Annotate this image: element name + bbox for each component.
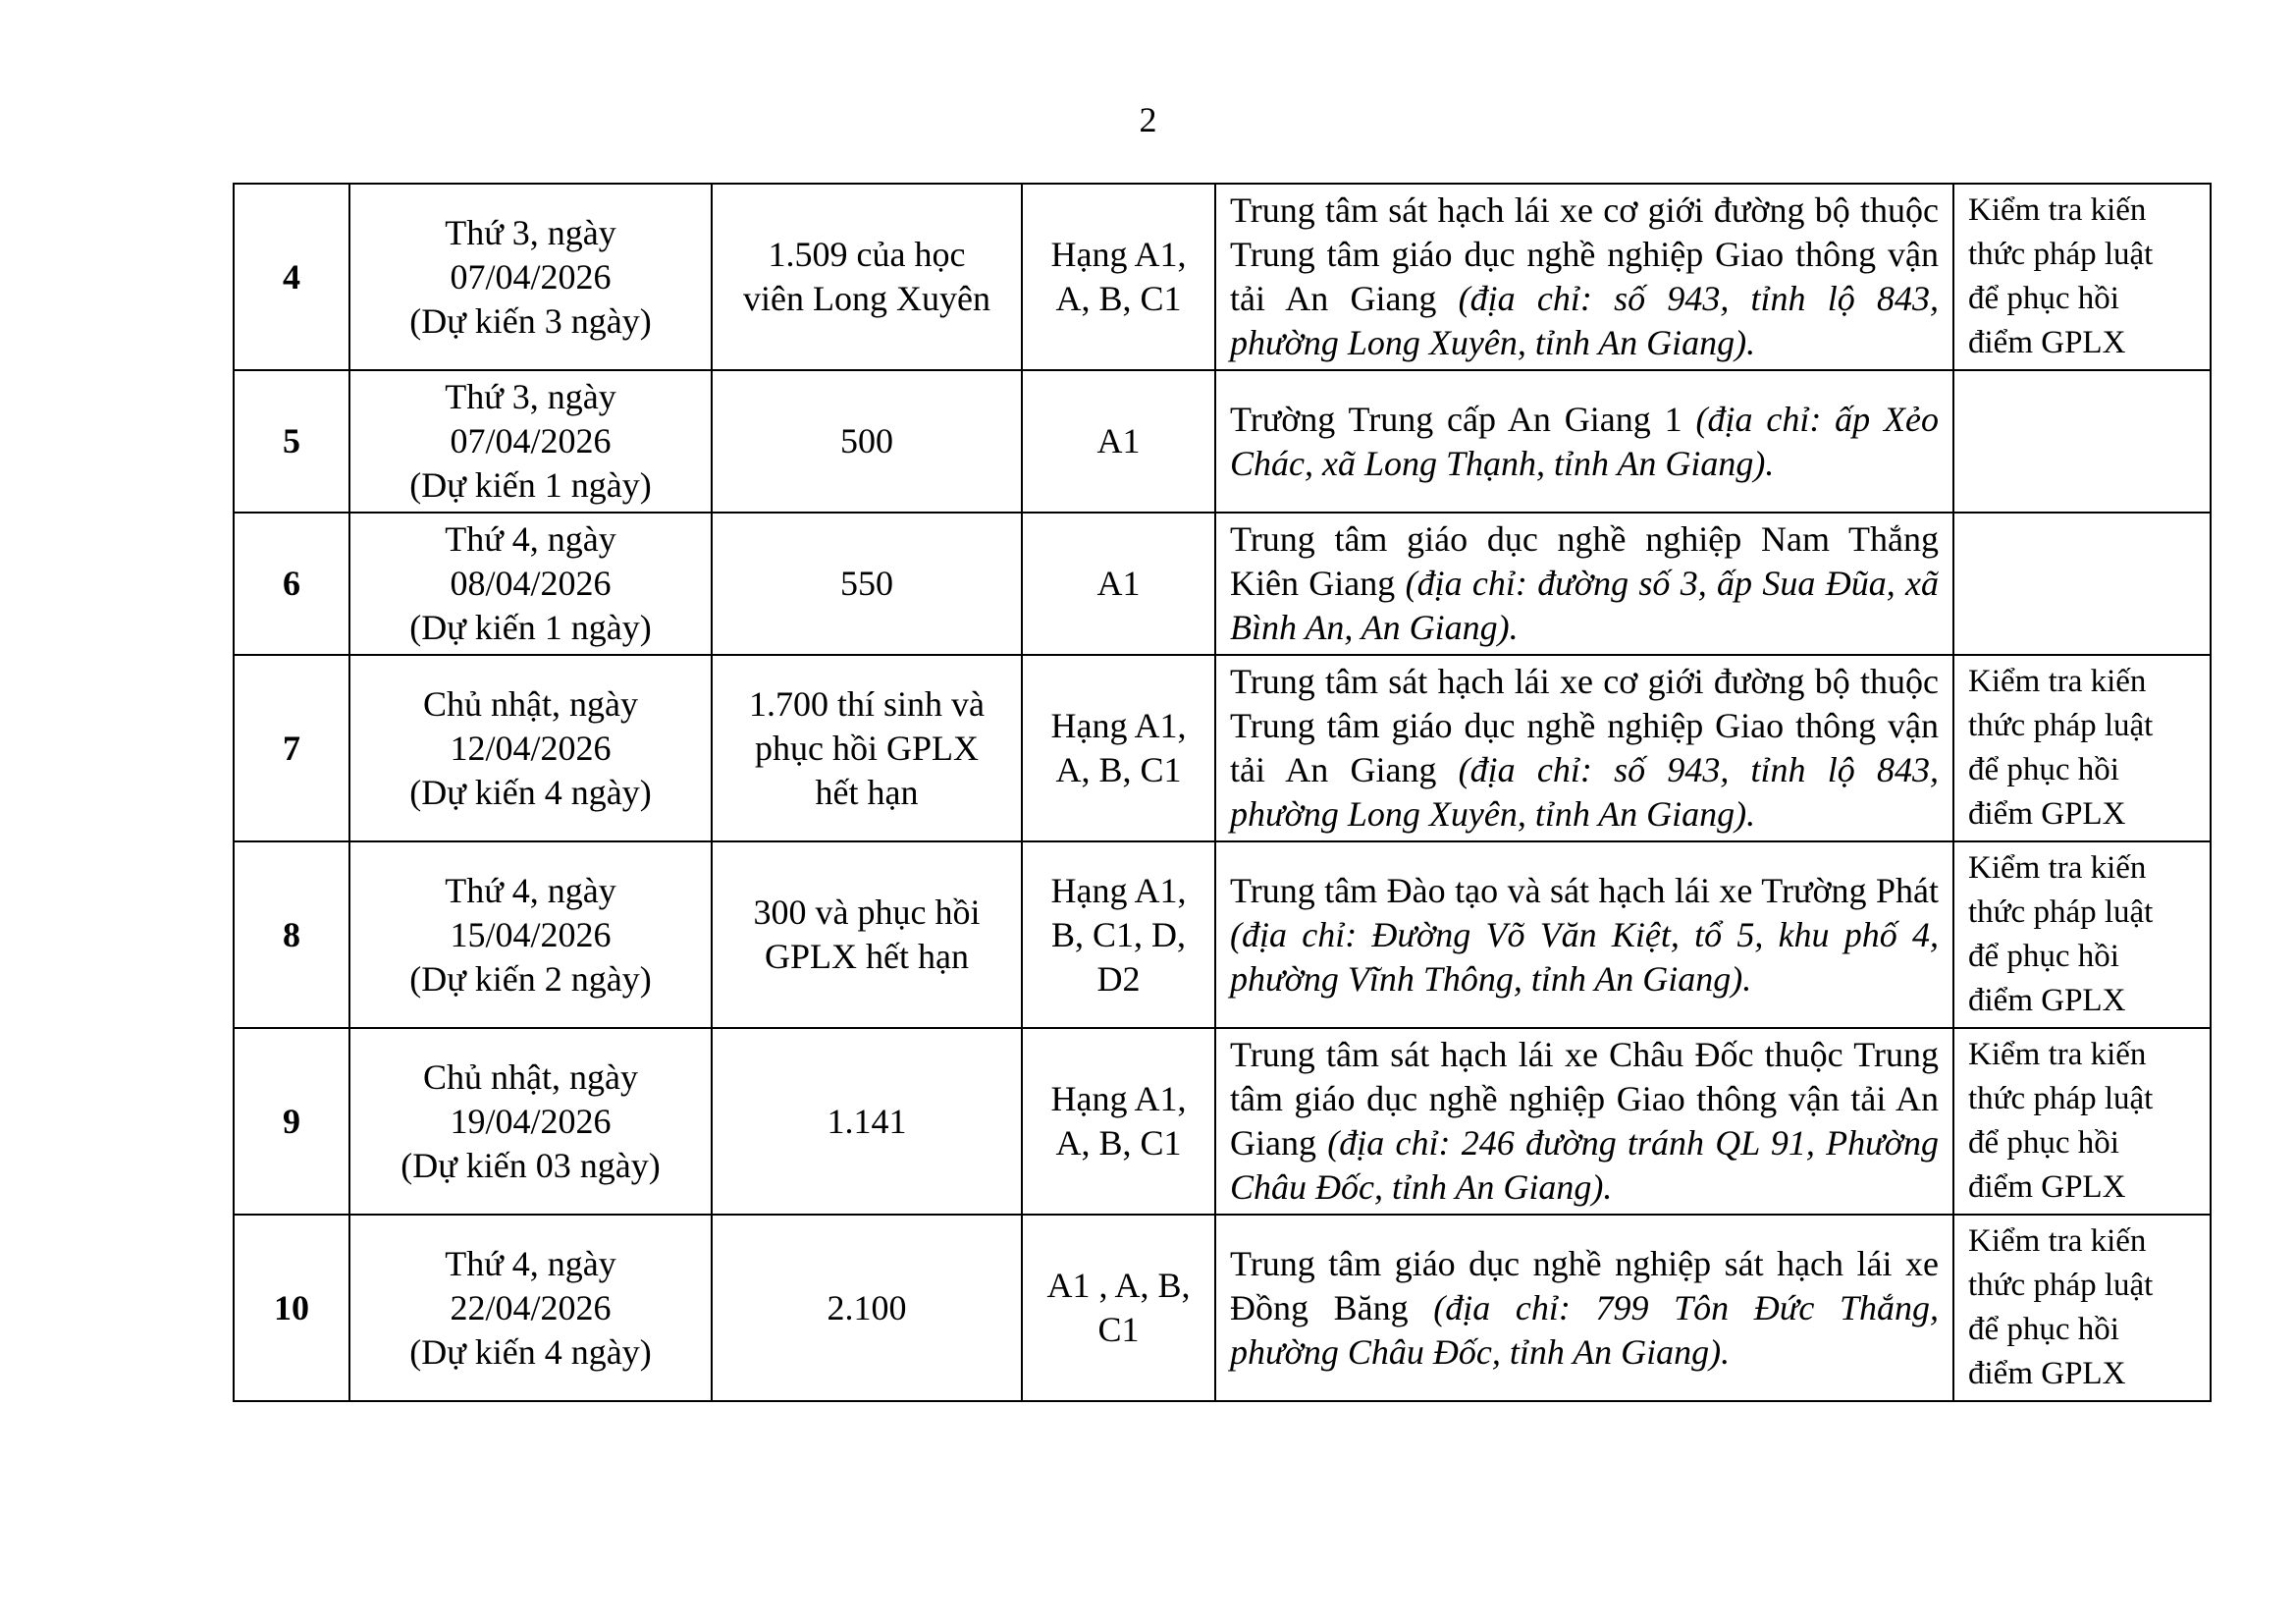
exam-date-line: (Dự kiến 1 ngày) <box>409 465 652 505</box>
candidate-count-line: 1.700 thí sinh và <box>749 683 985 724</box>
license-class-line: A1 <box>1096 421 1141 460</box>
license-class-line: A1 <box>1096 564 1141 603</box>
exam-date-line: (Dự kiến 1 ngày) <box>409 608 652 647</box>
candidate-count-cell <box>712 841 1022 1028</box>
candidate-count-cell <box>712 1028 1022 1215</box>
note-line: Kiểm tra kiến <box>1968 192 2147 228</box>
license-class-cell <box>1022 184 1215 370</box>
note-cell <box>1953 513 2211 655</box>
exam-date-line: Chủ nhật, ngày <box>423 1056 638 1097</box>
exam-date-line: 08/04/2026 <box>450 564 612 603</box>
exam-date-line: 19/04/2026 <box>450 1101 612 1141</box>
exam-location-cell <box>1215 655 1953 841</box>
table-body <box>234 184 2211 1401</box>
location-name: Trường Trung cấp An Giang 1 <box>1230 399 1682 439</box>
exam-location-cell <box>1215 1215 1953 1401</box>
candidate-count-cell <box>712 370 1022 513</box>
exam-schedule-table <box>233 183 2212 1402</box>
exam-date-line: (Dự kiến 4 ngày) <box>409 772 652 812</box>
location-name: Trung tâm sát hạch lái xe Châu Đốc thuộc Trung tâm giáo dục nghề nghiệp Giao thông vận tải An Giang <box>1230 1035 1939 1163</box>
note-line: Kiểm tra kiến <box>1968 850 2147 886</box>
note-line: thức pháp luật <box>1968 708 2154 743</box>
note-cell <box>1953 1215 2211 1401</box>
note-cell <box>1953 184 2211 370</box>
license-class-cell <box>1022 841 1215 1028</box>
license-class-line: C1 <box>1097 1310 1140 1349</box>
table-row <box>234 841 2211 1028</box>
exam-date-cell <box>349 1028 712 1215</box>
exam-date-line: 15/04/2026 <box>450 914 612 954</box>
license-class-cell <box>1022 1028 1215 1215</box>
candidate-count-line: viên Long Xuyên <box>743 279 990 318</box>
candidate-count-line: 500 <box>840 421 893 460</box>
license-class-cell <box>1022 655 1215 841</box>
location-address: (địa chỉ: ấp Xẻo Chác, xã Long Thạnh, tỉnh An Giang). <box>1230 399 1940 483</box>
candidate-count-cell <box>712 1215 1022 1401</box>
note-cell <box>1953 1028 2211 1215</box>
note-line: để phục hồi <box>1968 752 2119 787</box>
exam-date-cell <box>349 370 712 513</box>
note-line: điểm GPLX <box>1968 983 2126 1018</box>
exam-date-line: (Dự kiến 03 ngày) <box>400 1145 661 1185</box>
exam-location-cell <box>1215 370 1953 513</box>
license-class-cell <box>1022 370 1215 513</box>
exam-date-line: Thứ 4, ngày <box>445 870 616 910</box>
license-class-line: A, B, C1 <box>1055 1123 1182 1163</box>
row-number-cell: 10 <box>234 1215 349 1401</box>
table-row <box>234 655 2211 841</box>
exam-date-line: 12/04/2026 <box>450 728 612 768</box>
license-class-cell <box>1022 1215 1215 1401</box>
exam-date-cell <box>349 841 712 1028</box>
license-class-line: A, B, C1 <box>1055 750 1182 789</box>
candidate-count-cell <box>712 184 1022 370</box>
note-line: Kiểm tra kiến <box>1968 664 2147 699</box>
exam-location-cell <box>1215 841 1953 1028</box>
exam-date-line: 22/04/2026 <box>450 1287 612 1327</box>
table-row <box>234 370 2211 513</box>
location-address: (địa chỉ: số 943, tỉnh lộ 843, phường Long Xuyên, tỉnh An Giang). <box>1230 750 1940 834</box>
location-name: Trung tâm giáo dục nghề nghiệp sát hạch lái xe Đồng Băng <box>1230 1243 1939 1327</box>
note-line: để phục hồi <box>1968 1312 2119 1347</box>
note-line: thức pháp luật <box>1968 1081 2154 1116</box>
row-number-cell: 7 <box>234 655 349 841</box>
note-line: để phục hồi <box>1968 1125 2119 1161</box>
row-number-cell: 5 <box>234 370 349 513</box>
row-number-cell: 6 <box>234 513 349 655</box>
exam-date-line: Thứ 3, ngày <box>445 377 616 416</box>
candidate-count-line: 1.141 <box>827 1101 907 1141</box>
note-line: điểm GPLX <box>1968 1356 2126 1391</box>
candidate-count-line: 1.509 của học <box>768 235 966 274</box>
location-name: Trung tâm sát hạch lái xe cơ giới đường bộ thuộc Trung tâm giáo dục nghề nghiệp Giao thông vận tải An Giang <box>1230 190 1939 318</box>
candidate-count-cell <box>712 513 1022 655</box>
exam-location-cell <box>1215 184 1953 370</box>
location-name: Trung tâm giáo dục nghề nghiệp Nam Thắng Kiên Giang <box>1230 519 1939 603</box>
note-cell <box>1953 370 2211 513</box>
row-number-cell: 9 <box>234 1028 349 1215</box>
note-line: để phục hồi <box>1968 939 2119 974</box>
note-line: thức pháp luật <box>1968 237 2154 272</box>
note-line: thức pháp luật <box>1968 894 2154 930</box>
note-line: điểm GPLX <box>1968 1169 2126 1205</box>
exam-date-cell <box>349 1215 712 1401</box>
candidate-count-line: 550 <box>840 564 893 603</box>
candidate-count-line: 2.100 <box>827 1287 907 1327</box>
candidate-count-line: GPLX hết hạn <box>765 937 969 976</box>
exam-date-cell <box>349 513 712 655</box>
exam-date-line: 07/04/2026 <box>450 256 612 297</box>
exam-date-line: (Dự kiến 2 ngày) <box>409 958 652 999</box>
note-line: điểm GPLX <box>1968 325 2126 360</box>
exam-date-cell <box>349 184 712 370</box>
candidate-count-line: 300 và phục hồi <box>753 893 981 932</box>
license-class-line: Hạng A1, <box>1050 706 1187 745</box>
location-address: (địa chỉ: Đường Võ Văn Kiệt, tổ 5, khu phố 4, phường Vĩnh Thông, tỉnh An Giang). <box>1230 914 1939 999</box>
exam-date-line: 07/04/2026 <box>450 421 612 460</box>
exam-date-line: Thứ 3, ngày <box>445 212 616 252</box>
note-line: điểm GPLX <box>1968 796 2126 832</box>
exam-date-line: (Dự kiến 4 ngày) <box>409 1331 652 1372</box>
exam-location-cell <box>1215 513 1953 655</box>
location-address: (địa chỉ: số 943, tỉnh lộ 843, phường Long Xuyên, tỉnh An Giang). <box>1230 279 1940 362</box>
location-address: (địa chỉ: 246 đường tránh QL 91, Phường Châu Đốc, tỉnh An Giang). <box>1230 1123 1939 1207</box>
location-address: (địa chỉ: đường số 3, ấp Sua Đũa, xã Bình An, An Giang). <box>1230 564 1939 647</box>
table-row <box>234 1215 2211 1401</box>
note-line: Kiểm tra kiến <box>1968 1223 2147 1259</box>
license-class-line: D2 <box>1096 958 1141 999</box>
candidate-count-cell <box>712 655 1022 841</box>
exam-location-cell <box>1215 1028 1953 1215</box>
row-number-cell: 4 <box>234 184 349 370</box>
license-class-line: Hạng A1, <box>1050 1079 1187 1118</box>
license-class-line: Hạng A1, <box>1050 870 1187 910</box>
exam-date-cell <box>349 655 712 841</box>
note-line: để phục hồi <box>1968 281 2119 316</box>
location-name: Trung tâm Đào tạo và sát hạch lái xe Trường Phát <box>1230 870 1939 910</box>
note-cell <box>1953 841 2211 1028</box>
location-name: Trung tâm sát hạch lái xe cơ giới đường bộ thuộc Trung tâm giáo dục nghề nghiệp Giao thông vận tải An Giang <box>1230 662 1939 789</box>
license-class-line: Hạng A1, <box>1050 235 1187 274</box>
note-cell <box>1953 655 2211 841</box>
table-row <box>234 513 2211 655</box>
exam-date-line: Thứ 4, ngày <box>445 1243 616 1283</box>
license-class-cell <box>1022 513 1215 655</box>
location-address: (địa chỉ: 799 Tôn Đức Thắng, phường Châu Đốc, tỉnh An Giang). <box>1230 1287 1939 1372</box>
candidate-count-line: phục hồi GPLX <box>755 728 979 768</box>
note-line: thức pháp luật <box>1968 1268 2154 1303</box>
page-number: 2 <box>1139 100 1157 139</box>
candidate-count-line: hết hạn <box>815 772 919 812</box>
exam-date-line: Thứ 4, ngày <box>445 519 616 559</box>
note-line: Kiểm tra kiến <box>1968 1037 2147 1072</box>
license-class-line: A1 , A, B, <box>1046 1266 1191 1305</box>
license-class-line: B, C1, D, <box>1050 914 1187 954</box>
row-number-cell: 8 <box>234 841 349 1028</box>
exam-date-line: Chủ nhật, ngày <box>423 683 638 724</box>
license-class-line: A, B, C1 <box>1055 279 1182 318</box>
exam-date-line: (Dự kiến 3 ngày) <box>409 300 652 341</box>
table-row <box>234 1028 2211 1215</box>
table-row <box>234 184 2211 370</box>
